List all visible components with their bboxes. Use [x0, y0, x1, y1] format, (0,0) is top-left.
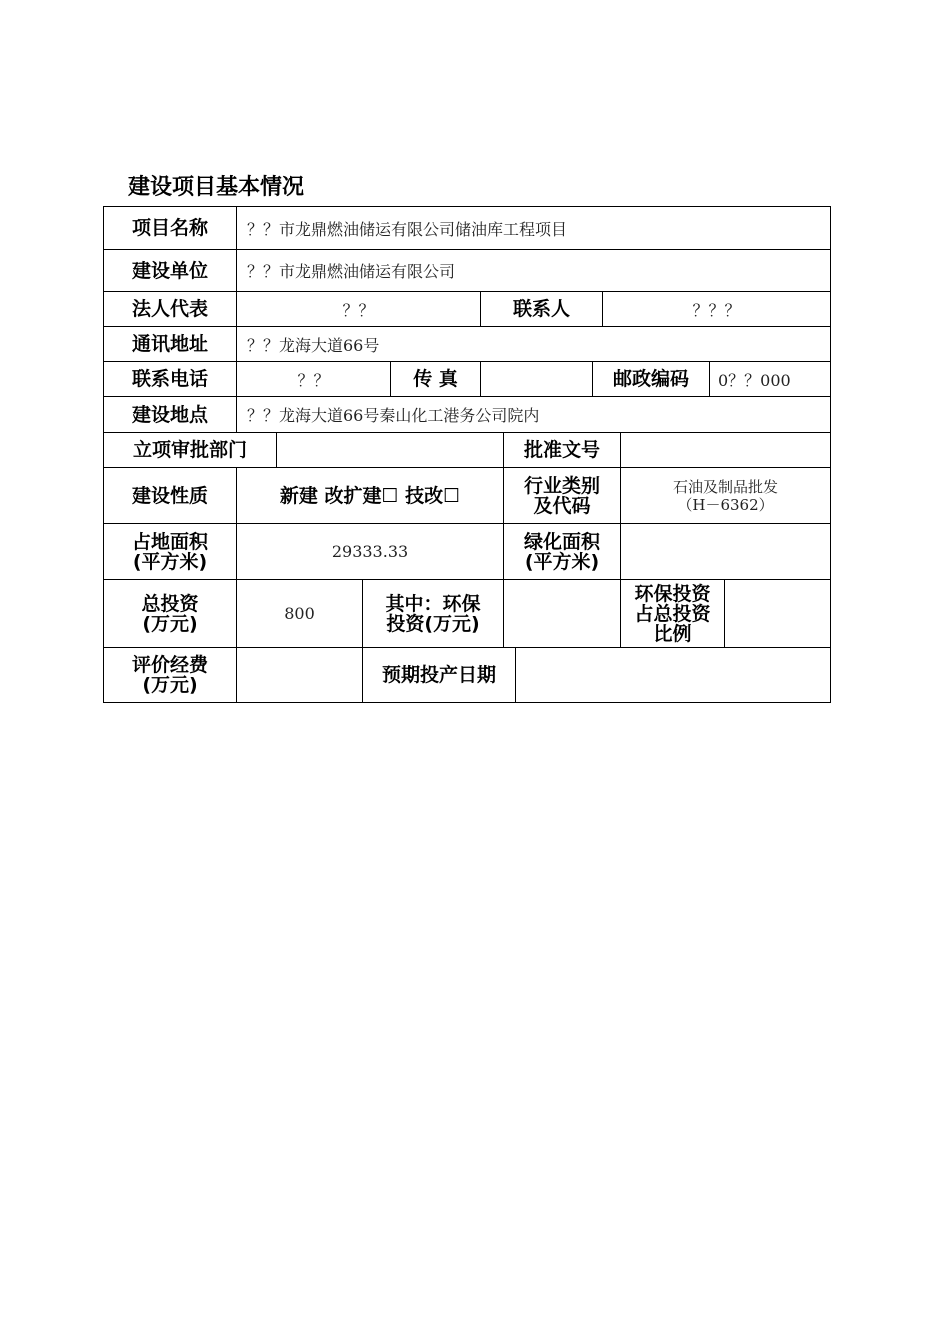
legal-rep-label: 法人代表 [103, 291, 236, 326]
address-value: ？？龙海大道66号 [236, 326, 831, 361]
contact-value: ？？？ [602, 291, 831, 326]
total-investment-label-line1: 总投资 [141, 592, 199, 615]
location-value: ？？龙海大道66号秦山化工港务公司院内 [236, 396, 831, 432]
project-info-table [103, 206, 831, 703]
area-value: 29333.33 [236, 523, 503, 579]
location-label: 建设地点 [103, 396, 236, 432]
builder-label: 建设单位 [103, 249, 236, 291]
env-ratio-label-line2: 占总投资 [634, 602, 711, 625]
area-label-line2: (平方米) [132, 550, 208, 573]
env-investment-label [362, 579, 503, 647]
approval-doc-label: 批准文号 [503, 432, 620, 467]
industry-label [503, 467, 620, 523]
postcode-label: 邮政编码 [592, 361, 709, 396]
approval-dept-label: 立项审批部门 [103, 432, 276, 467]
area-label [103, 523, 236, 579]
approval-doc-value [620, 432, 831, 467]
project-name-value: ？？市龙鼎燃油储运有限公司储油库工程项目 [236, 206, 831, 249]
evaluation-fee-value [236, 647, 362, 703]
address-label: 通讯地址 [103, 326, 236, 361]
postcode-value: 0？？000 [709, 361, 831, 396]
env-ratio-label [620, 579, 724, 647]
evaluation-fee-label-line2: (万元) [142, 674, 198, 696]
evaluation-fee-label-line1: 评价经费 [131, 654, 208, 676]
env-ratio-label-line3: 比例 [653, 622, 692, 645]
phone-value: ？？ [236, 361, 390, 396]
industry-value-line1: 石油及制品批发 [672, 477, 778, 496]
env-investment-value [503, 579, 620, 647]
expected-date-value [515, 647, 831, 703]
evaluation-fee-label [103, 647, 236, 703]
green-area-label-line1: 绿化面积 [523, 530, 600, 553]
green-area-label-line2: (平方米) [524, 550, 600, 573]
env-ratio-label-line1: 环保投资 [634, 582, 711, 605]
industry-value-line2: （H－6362） [677, 495, 774, 514]
approval-dept-value [276, 432, 503, 467]
contact-label: 联系人 [480, 291, 602, 326]
total-investment-value: 800 [236, 579, 362, 647]
nature-value: 新建 改扩建☐ 技改☐ [236, 467, 503, 523]
project-name-label: 项目名称 [103, 206, 236, 249]
legal-rep-value: ？？ [236, 291, 480, 326]
fax-value [480, 361, 592, 396]
expected-date-label: 预期投产日期 [362, 647, 515, 703]
fax-label: 传 真 [390, 361, 480, 396]
env-investment-label-line2: 投资(万元) [386, 612, 480, 635]
industry-label-line1: 行业类别 [523, 474, 600, 497]
builder-value: ？？市龙鼎燃油储运有限公司 [236, 249, 831, 291]
green-area-label [503, 523, 620, 579]
industry-label-line2: 及代码 [533, 494, 591, 517]
green-area-value [620, 523, 831, 579]
phone-label: 联系电话 [103, 361, 236, 396]
nature-label: 建设性质 [103, 467, 236, 523]
total-investment-label-line2: (万元) [142, 612, 198, 635]
env-investment-label-line1: 其中：环保 [385, 592, 481, 615]
env-ratio-value [724, 579, 831, 647]
page-title: 建设项目基本情况 [128, 175, 305, 200]
industry-value [620, 467, 831, 523]
area-label-line1: 占地面积 [131, 530, 208, 553]
total-investment-label [103, 579, 236, 647]
